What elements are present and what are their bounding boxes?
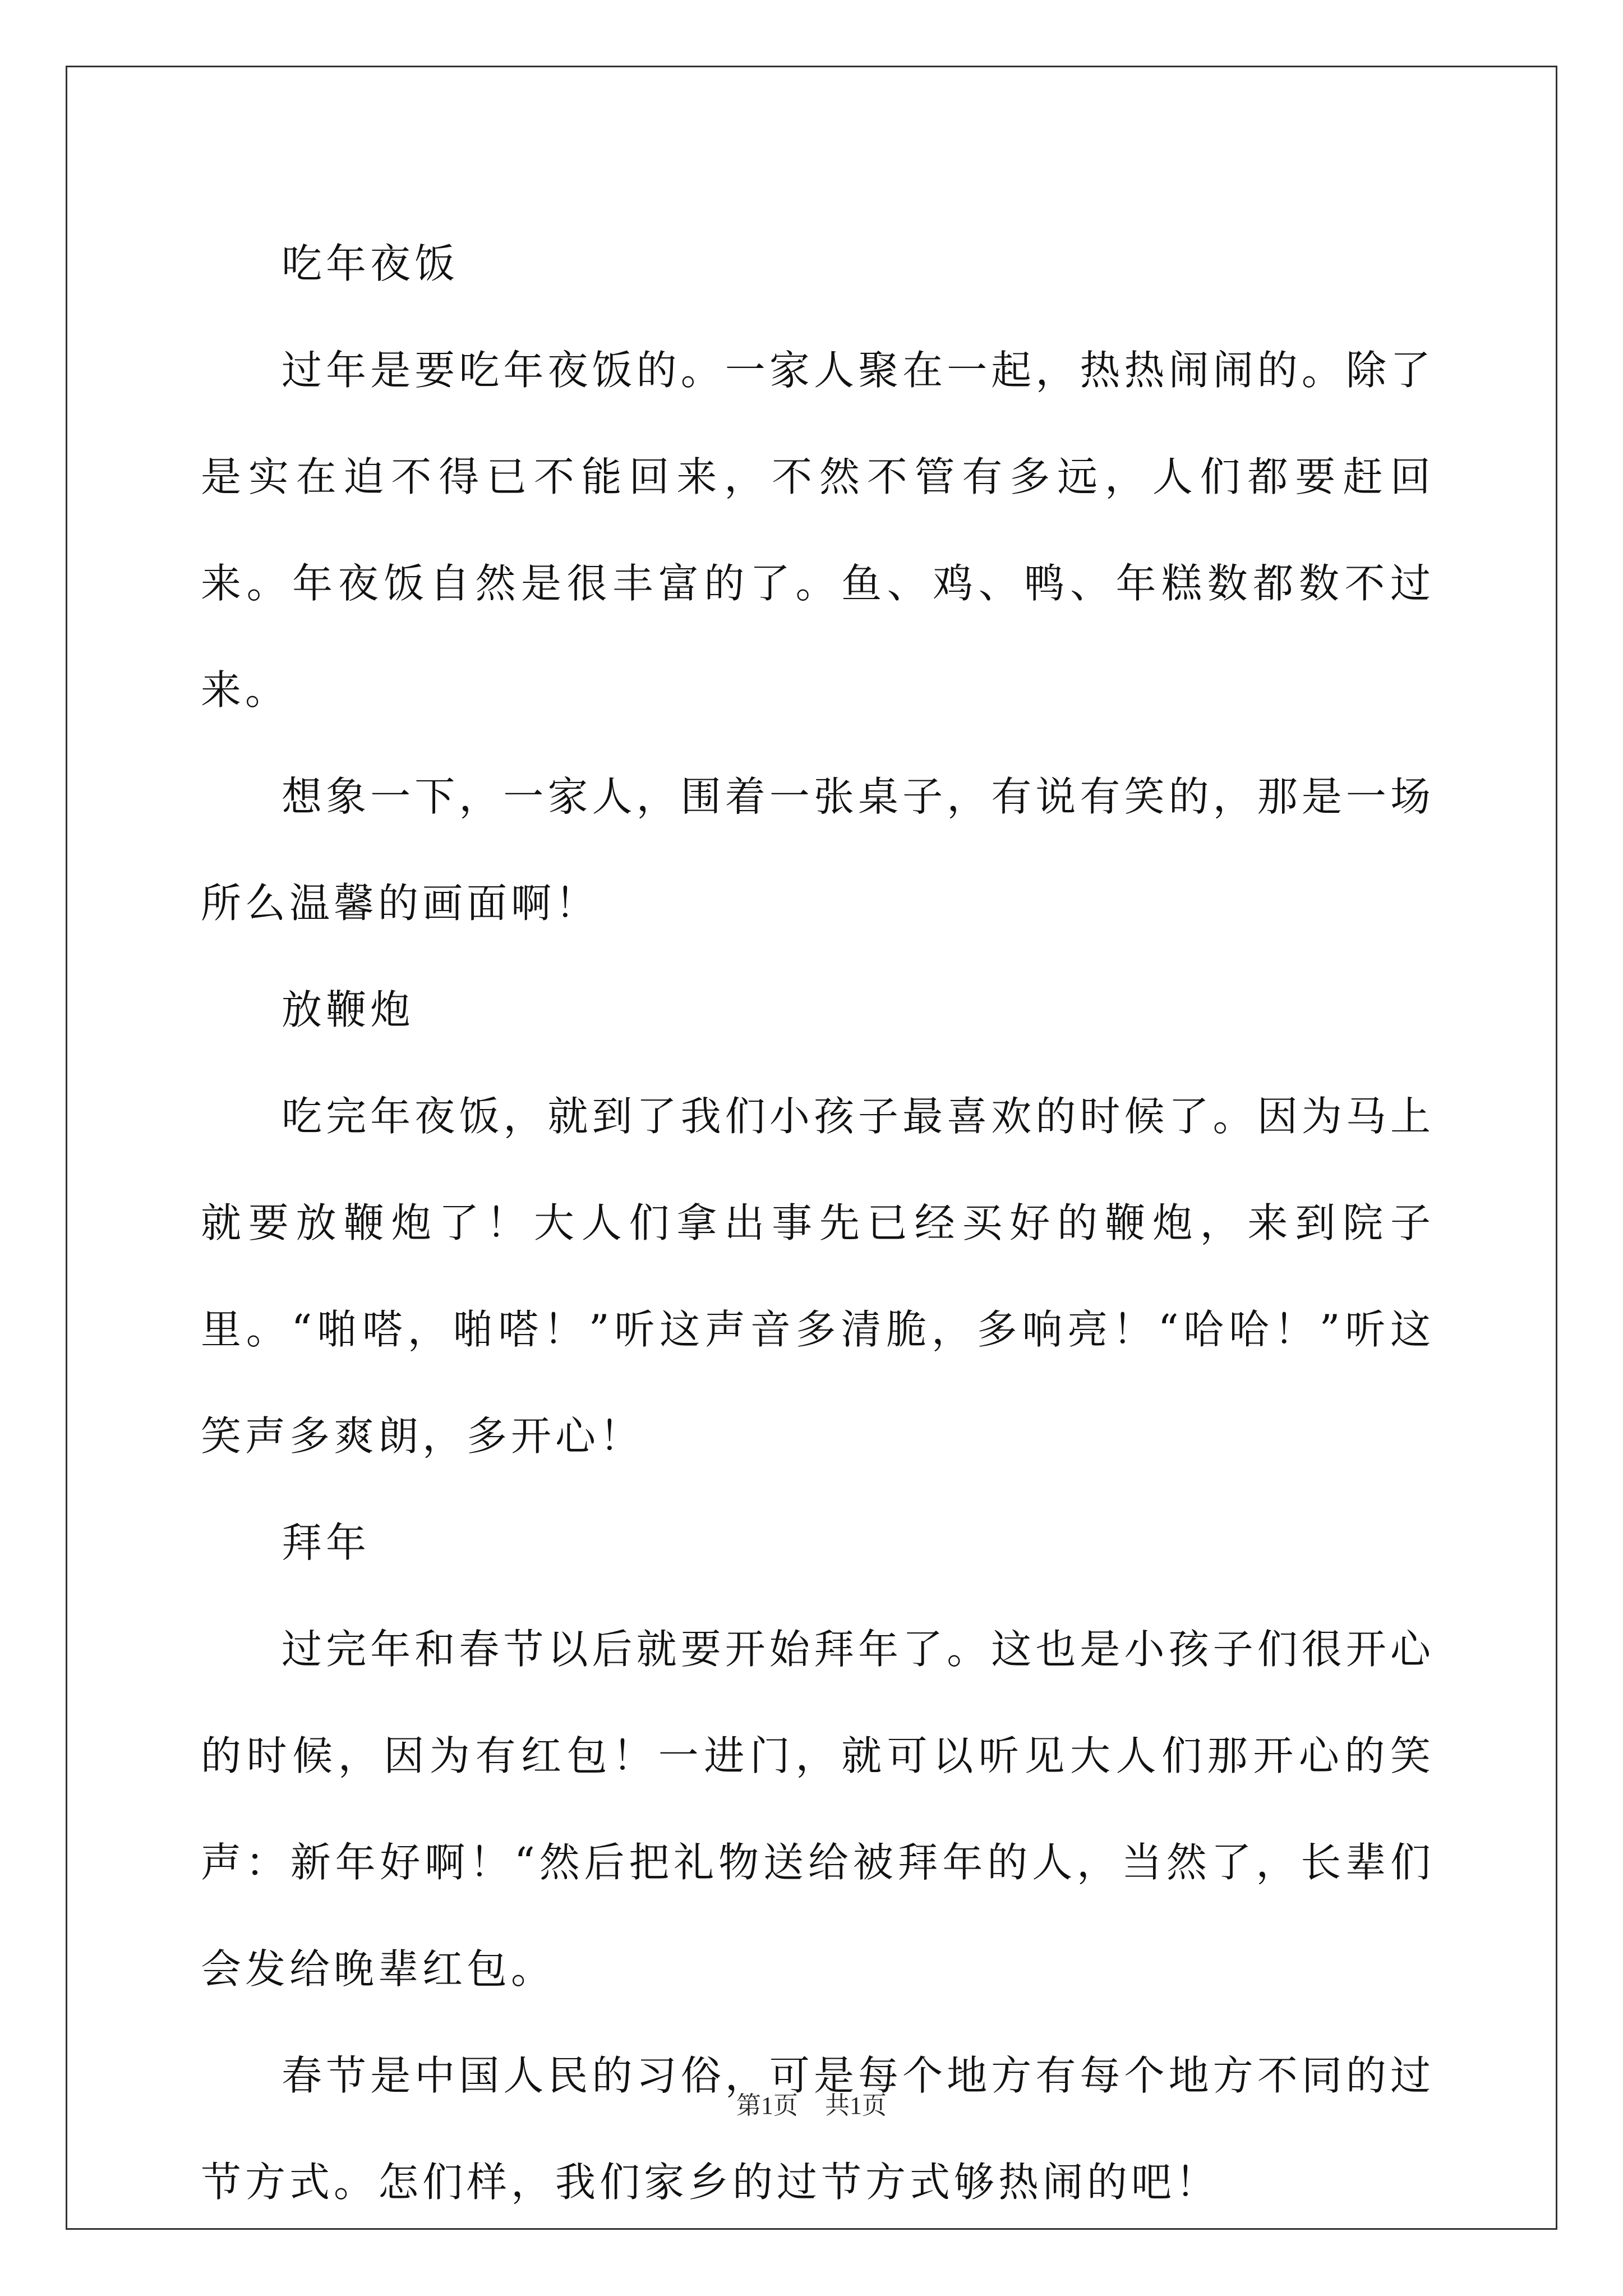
paragraph-new-year-visit: 过完年和春节以后就要开始拜年了。这也是小孩子们很开心的时候，因为有红包！一进门，就可以听见大人们那开心的笑声：新年好啊！“然后把礼物送给被拜年的人，当然了，长辈们会发给晚辈红包。 [201, 1626, 1435, 1993]
section-heading-dinner: 吃年夜饭 [282, 240, 459, 287]
page-total: 共1页 [825, 2092, 887, 2119]
paragraph-firecrackers: 吃完年夜饭，就到了我们小孩子最喜欢的时候了。因为马上就要放鞭炮了！大人们拿出事先已经买好的鞭炮，来到院子里。“啪嗒，啪嗒！”听这声音多清脆，多响亮！“哈哈！”听这笑声多爽朗，多开心！ [201, 1093, 1435, 1460]
page-number: 第1页 [736, 2092, 798, 2119]
paragraph-dinner-intro: 过年是要吃年夜饭的。一家人聚在一起，热热闹闹的。除了是实在迫不得已不能回来，不然不管有多远，人们都要赶回来。年夜饭自然是很丰富的了。鱼、鸡、鸭、年糕数都数不过来。 [201, 347, 1435, 714]
document-body [201, 210, 1435, 2235]
section-heading-new-year-visit: 拜年 [282, 1519, 371, 1566]
paragraph-dinner-scene: 想象一下，一家人，围着一张桌子，有说有笑的，那是一场所么温馨的画面啊！ [201, 773, 1435, 927]
page-footer [0, 2089, 1623, 2123]
section-heading-firecrackers: 放鞭炮 [282, 986, 415, 1033]
paragraph-conclusion: 春节是中国人民的习俗，可是每个地方有每个地方不同的过节方式。怎们样，我们家乡的过节方式够热闹的吧！ [201, 2052, 1435, 2206]
